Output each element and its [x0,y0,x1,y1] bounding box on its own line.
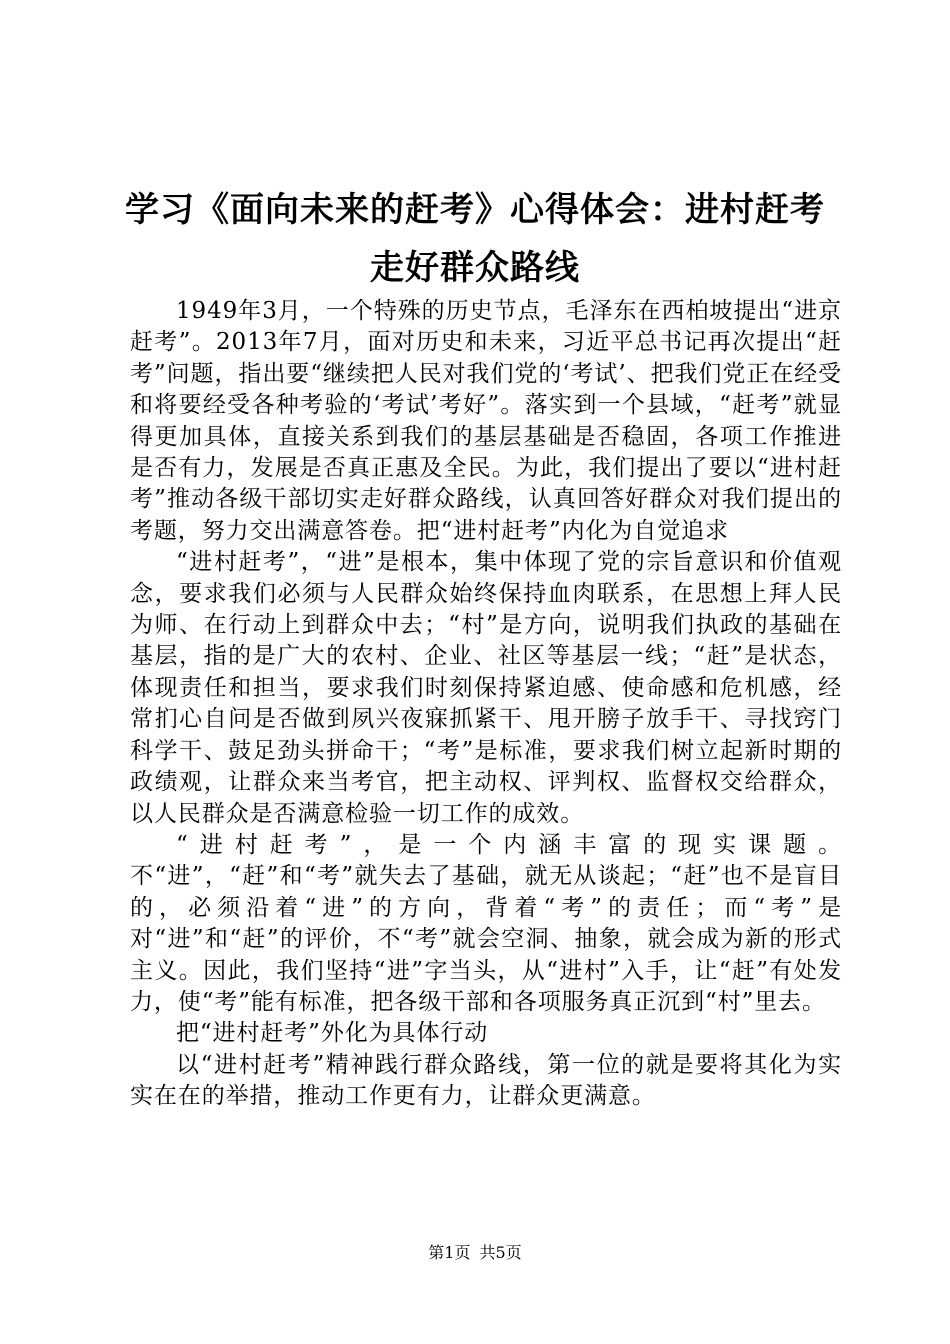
page-footer [0,1243,950,1263]
paragraph-1: 1949年3月，一个特殊的历史节点，毛泽东在西柏坡提出“进京赶考”。2013年7月，面对历史和未来，习近平总书记再次提出“赶考”问题，指出要“继续把人民对我们党的‘考试’、把我们党正在经受和将要经受各种考验的‘考试’考好”。落实到一个县域，“赶考”就显得更加具体，直接关系到我们的基层基础是否稳固，各项工作推进是否有力，发展是否真正惠及全民。为此，我们提出了要以“进村赶考”推动各级干部切实走好群众路线，认真回答好群众对我们提出的考题，努力交出满意答卷。把“进村赶考”内化为自觉追求 [130,298,842,544]
paragraph-2: “进村赶考”，“进”是根本，集中体现了党的宗旨意识和价值观念，要求我们必须与人民群众始终保持血肉联系，在思想上拜人民为师、在行动上到群众中去；“村”是方向，说明我们执政的基础在基层，指的是广大的农村、企业、社区等基层一线；“赶”是状态，体现责任和担当，要求我们时刻保持紧迫感、使命感和危机感，经常扪心自问是否做到夙兴夜寐抓紧干、甩开膀子放手干、寻找窍门科学干、鼓足劲头拼命干；“考”是标准，要求我们树立起新时期的政绩观，让群众来当考官，把主动权、评判权、监督权交给群众，以人民群众是否满意检验一切工作的成效。 [130,549,842,827]
paragraph-3: “进村赶考”，是一个内涵丰富的现实课题。不“进”，“赶”和“考”就失去了基础，就无从谈起；“赶”也不是盲目的，必须沿着“进”的方向，背着“考”的责任；而“考”是对“进”和“赶”的评价，不“考”就会空洞、抽象，就会成为新的形式主义。因此，我们坚持“进”字当头，从“进村”入手，让“赶”有处发力，使“考”能有标准，把各级干部和各项服务真正沉到“村”里去。 [130,831,842,1015]
document-title-line-1: 学习《面向未来的赶考》心得体会：进村赶考 [125,190,825,230]
document-body [130,296,842,1113]
paragraph-4: 以“进村赶考”精神践行群众路线，第一位的就是要将其化为实实在在的举措，推动工作更有力，让群众更满意。 [130,1051,842,1110]
page-number: 第1页 [428,1243,471,1262]
page-total: 共5页 [479,1243,522,1262]
section-heading: 把“进村赶考”外化为具体行动 [176,1020,489,1047]
document-title-line-2: 走好群众路线 [370,248,580,288]
